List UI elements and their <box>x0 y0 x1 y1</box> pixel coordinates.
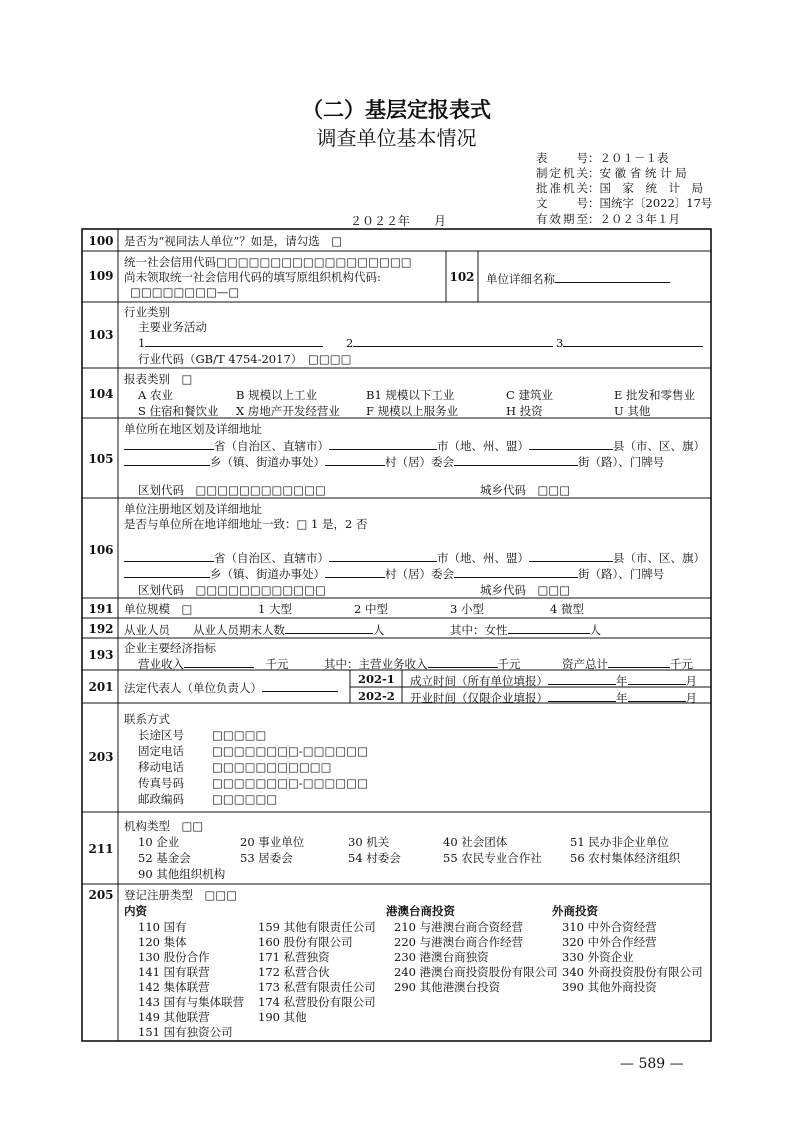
code-211: 211 <box>88 842 114 856</box>
activity-2[interactable]: 2 <box>346 334 553 350</box>
category-c: C 建筑业 <box>506 388 553 402</box>
reg-type-item: 149 其他联营 <box>138 1010 210 1024</box>
foreign-heading: 外商投资 <box>552 904 598 918</box>
main-activity-label: 主要业务活动 <box>138 320 207 334</box>
report-category-field[interactable]: 报表类别 □ <box>124 372 193 386</box>
category-u: U 其他 <box>614 404 651 418</box>
reg-type-item: 340 外商投资股份有限公司 <box>562 965 703 979</box>
domestic-heading: 内资 <box>124 904 147 918</box>
code-203: 203 <box>88 750 114 764</box>
location-title: 单位所在地区划及详细地址 <box>124 422 262 436</box>
org-type-55: 55 农民专业合作社 <box>443 851 542 865</box>
established-date-field[interactable]: 成立时间（所有单位填报） 年 月 <box>410 674 697 688</box>
meta-valid-until: 有效期至：２０２３年１月 <box>536 212 680 226</box>
code-104: 104 <box>88 387 114 401</box>
unit-scale-field[interactable]: 单位规模 □ <box>124 602 193 616</box>
reg-type-item: 330 外资企业 <box>562 950 634 964</box>
code-103: 103 <box>88 328 114 342</box>
code-193: 193 <box>88 648 114 662</box>
code-202-2: 202-2 <box>358 689 395 703</box>
mobile-field[interactable]: 移动电话 □□□□□□□□□□□ <box>138 760 332 774</box>
category-h: H 投资 <box>506 404 543 418</box>
reg-type-item: 210 与港澳台商合资经营 <box>394 920 524 934</box>
category-x: X 房地产开发经营业 <box>236 404 340 418</box>
reg-type-item: 171 私营独资 <box>258 950 330 964</box>
location-line2[interactable]: 乡（镇、街道办事处） 村（居）委会 街（路）、门牌号 <box>124 453 664 470</box>
reg-type-item: 130 股份合作 <box>138 950 210 964</box>
scale-large: 1 大型 <box>258 602 292 616</box>
location-urban-rural-code[interactable]: 城乡代码 □□□ <box>480 483 571 497</box>
revenue-field[interactable]: 营业收入 千元 <box>138 657 289 671</box>
legal-rep-field[interactable]: 法定代表人（单位负责人） <box>124 679 338 696</box>
meta-approval: 批准机关：国 家 统 计 局 <box>536 181 703 195</box>
report-date: ２０２２年 月 <box>350 214 447 228</box>
code-192: 192 <box>88 622 114 636</box>
category-b: B 规模以上工业 <box>236 388 318 402</box>
opening-date-field[interactable]: 开业时间（仅限企业填报） 年 月 <box>410 691 697 705</box>
org-type-52: 52 基金会 <box>138 851 191 865</box>
activity-3[interactable]: 3 <box>556 334 703 350</box>
reg-type-item: 142 集体联营 <box>138 980 210 994</box>
scale-micro: 4 微型 <box>550 602 584 616</box>
registration-urban-rural-code[interactable]: 城乡代码 □□□ <box>480 583 571 597</box>
reg-type-item: 172 私营合伙 <box>258 965 330 979</box>
credit-code-field[interactable]: 统一社会信用代码□□□□□□□□□□□□□□□□□□ <box>124 255 412 269</box>
form-subtitle: 调查单位基本情况 <box>316 126 477 150</box>
employees-field[interactable]: 从业人员 从业人员期末人数 人 <box>124 623 385 637</box>
unit-name-input[interactable] <box>555 270 670 283</box>
industry-title: 行业类别 <box>124 305 170 319</box>
reg-type-item: 190 其他 <box>258 1010 307 1024</box>
meta-agency: 制定机关：安 徽 省 统 计 局 <box>536 166 687 180</box>
registration-type-field[interactable]: 登记注册类型 □□□ <box>124 888 238 902</box>
category-a: A 农业 <box>138 388 173 402</box>
reg-type-item: 174 私营股份有限公司 <box>258 995 376 1009</box>
code-109: 109 <box>88 269 114 283</box>
reg-type-item: 220 与港澳台商合作经营 <box>394 935 524 949</box>
location-region-code[interactable]: 区划代码 □□□□□□□□□□□□ <box>138 483 326 497</box>
code-102: 102 <box>449 270 475 284</box>
org-type-20: 20 事业单位 <box>240 835 305 849</box>
org-type-51: 51 民办非企业单位 <box>570 835 669 849</box>
reg-type-item: 240 港澳台商投资股份有限公司 <box>394 965 558 979</box>
form-title: （二）基层定报表式 <box>302 97 491 122</box>
code-191: 191 <box>88 602 114 616</box>
postal-code-field[interactable]: 邮政编码 □□□□□□ <box>138 792 278 806</box>
reg-type-item: 320 中外合作经营 <box>562 935 657 949</box>
total-assets-field[interactable]: 资产总计 千元 <box>562 657 693 671</box>
code-201: 201 <box>88 680 114 694</box>
code-202-1: 202-1 <box>358 672 395 686</box>
org-type-10: 10 企业 <box>138 835 180 849</box>
reg-type-item: 143 国有与集体联营 <box>138 995 245 1009</box>
same-address-field[interactable]: 是否与单位所在地详细地址一致：□ 1 是，2 否 <box>124 517 368 531</box>
location-line1[interactable]: 省（自治区、直辖市） 市（地、州、盟） 县（市、区、旗） <box>124 437 705 454</box>
org-code-field[interactable]: □□□□□□□□—□ <box>130 285 240 299</box>
contact-title: 联系方式 <box>124 712 170 726</box>
reg-type-item: 160 股份有限公司 <box>258 935 353 949</box>
meta-doc-no: 文 号：国统字〔2022〕17号 <box>536 196 713 210</box>
reg-type-item: 310 中外合资经营 <box>562 920 657 934</box>
reg-type-item: 173 私营有限责任公司 <box>258 980 376 994</box>
registration-region-code[interactable]: 区划代码 □□□□□□□□□□□□ <box>138 583 326 597</box>
female-employees-field[interactable]: 其中：女性 人 <box>450 623 601 637</box>
reg-type-item: 120 集体 <box>138 935 187 949</box>
code-205: 205 <box>88 888 114 902</box>
phone-field[interactable]: 固定电话 □□□□□□□□-□□□□□□ <box>138 744 369 758</box>
code-100: 100 <box>88 234 114 248</box>
reg-type-item: 151 国有独资公司 <box>138 1025 233 1039</box>
activity-1[interactable]: 1 <box>138 334 323 350</box>
category-s: S 住宿和餐饮业 <box>138 404 219 418</box>
org-type-30: 30 机关 <box>348 835 390 849</box>
reg-type-item: 141 国有联营 <box>138 965 210 979</box>
reg-type-item: 390 其他外商投资 <box>562 980 657 994</box>
registration-title: 单位注册地区划及详细地址 <box>124 502 262 516</box>
reg-type-item: 159 其他有限责任公司 <box>258 920 376 934</box>
org-type-90: 90 其他组织机构 <box>138 867 226 881</box>
category-f: F 规模以上服务业 <box>366 404 459 418</box>
industry-code-field[interactable]: 行业代码（GB/T 4754-2017） □□□□ <box>138 352 352 366</box>
org-type-40: 40 社会团体 <box>443 835 508 849</box>
same-as-legal-entity-checkbox[interactable]: 是否为“视同法人单位”？如是，请勾选 □ <box>124 234 343 248</box>
economic-indicators-title: 企业主要经济指标 <box>124 641 216 655</box>
registration-line2[interactable]: 乡（镇、街道办事处） 村（居）委会 街（路）、门牌号 <box>124 565 664 582</box>
meta-table-no: 表 号：２０１－１表 <box>536 151 669 165</box>
unit-name-label: 单位详细名称 <box>486 270 670 287</box>
reg-type-item: 110 国有 <box>138 920 187 934</box>
category-b1: B1 规模以下工业 <box>366 388 455 402</box>
reg-type-item: 290 其他港澳台投资 <box>394 980 501 994</box>
code-106: 106 <box>88 543 114 557</box>
org-type-field[interactable]: 机构类型 □□ <box>124 819 204 833</box>
reg-type-item: 230 港澳台商独资 <box>394 950 489 964</box>
area-code-field[interactable]: 长途区号 □□□□□ <box>138 728 267 742</box>
scale-medium: 2 中型 <box>354 602 388 616</box>
org-code-label: 尚未领取统一社会信用代码的填写原组织机构代码: <box>124 270 381 284</box>
org-type-53: 53 居委会 <box>240 851 293 865</box>
code-105: 105 <box>88 452 114 466</box>
scale-small: 3 小型 <box>450 602 484 616</box>
main-revenue-field[interactable]: 其中：主营业务收入 千元 <box>324 657 521 671</box>
org-type-54: 54 村委会 <box>348 851 401 865</box>
page-number: — 589 — <box>620 1056 684 1072</box>
org-type-56: 56 农村集体经济组织 <box>570 851 681 865</box>
hmt-heading: 港澳台商投资 <box>386 904 455 918</box>
category-e: E 批发和零售业 <box>614 388 696 402</box>
fax-field[interactable]: 传真号码 □□□□□□□□-□□□□□□ <box>138 776 369 790</box>
registration-line1[interactable]: 省（自治区、直辖市） 市（地、州、盟） 县（市、区、旗） <box>124 549 705 566</box>
